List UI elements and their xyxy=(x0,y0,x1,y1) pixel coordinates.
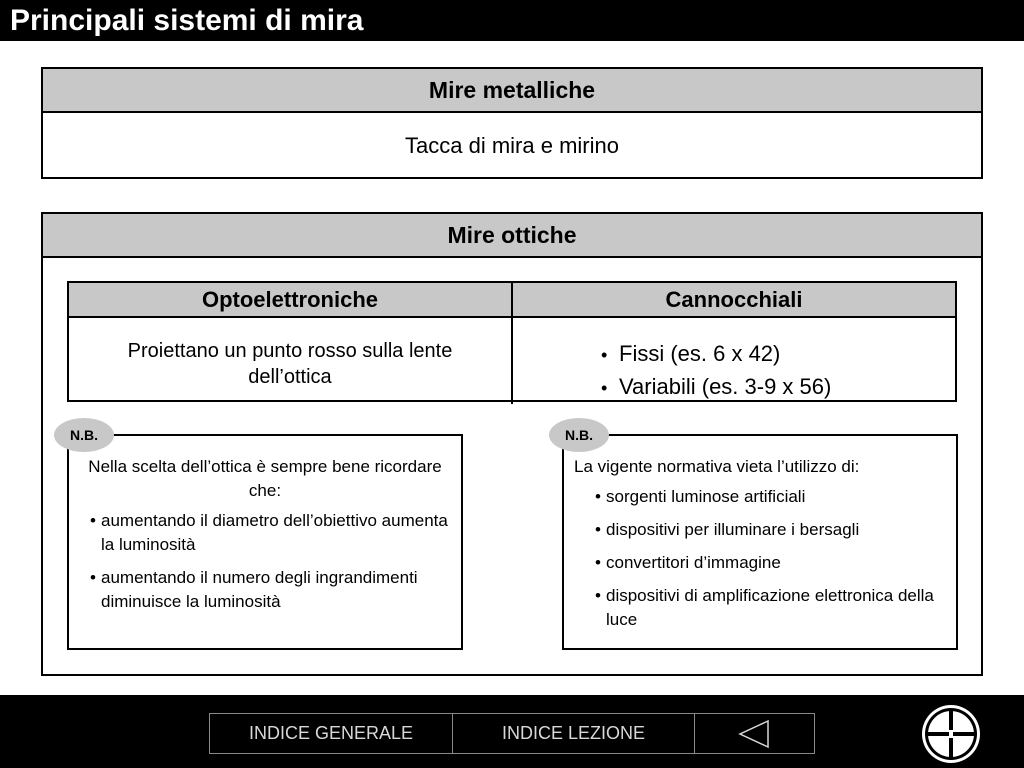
list-item: • Fissi (es. 6 x 42) xyxy=(601,338,955,371)
note-box-optics xyxy=(67,434,463,650)
scopes-list xyxy=(513,318,955,404)
column-header-optoelectronic: Optoelettroniche xyxy=(201,287,378,312)
scopes-cell xyxy=(511,318,955,404)
note-list xyxy=(564,479,956,632)
list-item: • sorgenti luminose artificiali xyxy=(606,485,946,509)
note-intro: La vigente normativa vieta l’utilizzo di: xyxy=(574,457,860,476)
nb-badge: N.B. xyxy=(549,418,609,452)
list-item: • dispositivi di amplificazione elettronica della luce xyxy=(606,584,946,632)
note-intro: Nella scelta dell’ottica è sempre bene ricordare che: xyxy=(88,457,442,500)
optical-sights-table xyxy=(67,281,957,402)
back-button[interactable] xyxy=(694,714,814,753)
list-item: • convertitori d’immagine xyxy=(606,551,946,575)
list-item: • dispositivi per illuminare i bersagli xyxy=(606,518,946,542)
slide-title: Principali sistemi di mira xyxy=(10,4,364,37)
lesson-index-button[interactable]: INDICE LEZIONE xyxy=(452,714,694,753)
title-bar xyxy=(0,0,1024,41)
metal-sights-box xyxy=(41,67,983,179)
optical-sights-header: Mire ottiche xyxy=(43,214,981,258)
list-item: • aumentando il numero degli ingrandimenti diminuisce la luminosità xyxy=(101,566,451,614)
optoelectronic-cell xyxy=(69,318,511,404)
table-body-row xyxy=(69,318,955,404)
column-header-scopes: Cannocchiali xyxy=(511,283,955,316)
general-index-button[interactable]: INDICE GENERALE xyxy=(248,723,414,743)
metal-sights-text: Tacca di mira e mirino xyxy=(405,133,619,158)
table-header-row xyxy=(69,283,955,318)
note-box-regulations xyxy=(562,434,958,650)
note-list xyxy=(69,503,461,614)
optoelectronic-description: Proiettano un punto rosso sulla lente dell’ottica xyxy=(127,340,453,388)
list-item: • aumentando il diametro dell’obiettivo aumenta la luminosità xyxy=(101,509,451,557)
crosshair-reticle-icon[interactable] xyxy=(920,703,982,765)
triangle-left-icon xyxy=(737,719,771,749)
list-item: • Variabili (es. 3-9 x 56) xyxy=(601,371,955,404)
nb-badge: N.B. xyxy=(54,418,114,452)
metal-sights-header: Mire metalliche xyxy=(43,69,981,113)
navigation-bar xyxy=(0,695,1024,768)
nav-buttons xyxy=(209,713,815,754)
